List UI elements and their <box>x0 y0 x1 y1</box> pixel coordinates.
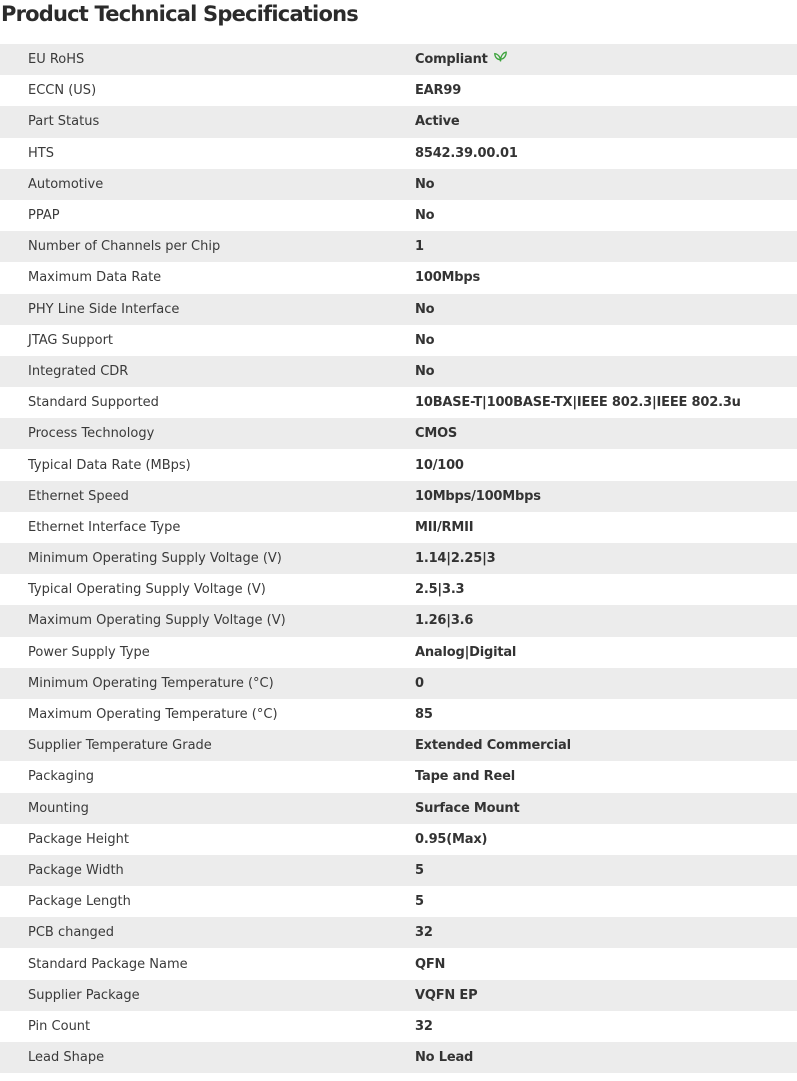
spec-label: Ethernet Speed <box>28 488 129 504</box>
spec-value: 10Mbps/100Mbps <box>415 488 541 504</box>
spec-value: 85 <box>415 707 433 723</box>
table-row <box>0 668 797 699</box>
spec-label: Ethernet Interface Type <box>28 519 181 535</box>
spec-label: Automotive <box>28 176 104 192</box>
spec-label: Maximum Data Rate <box>28 270 162 286</box>
spec-value: No <box>415 363 435 379</box>
spec-value: VQFN EP <box>415 987 478 1003</box>
spec-value: 10BASE-T|100BASE-TX|IEEE 802.3|IEEE 802.3u <box>415 395 741 411</box>
spec-label: Part Status <box>28 114 100 130</box>
spec-label: Lead Shape <box>28 1050 105 1066</box>
spec-label: Standard Package Name <box>28 956 188 972</box>
spec-label: Integrated CDR <box>28 363 129 379</box>
spec-value-cell <box>415 44 797 75</box>
table-row <box>0 44 797 75</box>
table-row <box>0 980 797 1011</box>
spec-value: Active <box>415 114 460 130</box>
table-row <box>0 169 797 200</box>
table-row <box>0 449 797 480</box>
spec-value: No <box>415 176 435 192</box>
spec-value: Extended Commercial <box>415 738 571 754</box>
spec-label: Package Width <box>28 862 124 878</box>
table-row <box>0 917 797 948</box>
spec-value: 8542.39.00.01 <box>415 145 518 161</box>
spec-value: No <box>415 332 435 348</box>
table-row <box>0 574 797 605</box>
spec-label: JTAG Support <box>28 332 114 348</box>
table-row <box>0 824 797 855</box>
table-row <box>0 200 797 231</box>
spec-value: Analog|Digital <box>415 644 517 660</box>
spec-label: Standard Supported <box>28 395 159 411</box>
spec-label: Supplier Temperature Grade <box>28 738 212 754</box>
spec-label: Minimum Operating Temperature (°C) <box>28 675 274 691</box>
table-row <box>0 699 797 730</box>
spec-value: 32 <box>415 925 433 941</box>
table-row <box>0 605 797 636</box>
spec-value: 32 <box>415 1018 433 1034</box>
table-row <box>0 855 797 886</box>
spec-value: EAR99 <box>415 83 462 99</box>
spec-value: 5 <box>415 862 424 878</box>
spec-label: Typical Data Rate (MBps) <box>28 457 191 473</box>
spec-label: Mounting <box>28 800 89 816</box>
table-row <box>0 325 797 356</box>
page-title: Product Technical Specifications <box>1 2 358 26</box>
spec-value: 1.26|3.6 <box>415 613 474 629</box>
table-row <box>0 1011 797 1042</box>
table-row <box>0 75 797 106</box>
leaf-icon <box>494 51 507 66</box>
spec-label: Typical Operating Supply Voltage (V) <box>28 582 266 598</box>
spec-value: Compliant <box>415 52 488 68</box>
table-row <box>0 948 797 979</box>
spec-label: Maximum Operating Temperature (°C) <box>28 707 278 723</box>
spec-value: 10/100 <box>415 457 464 473</box>
spec-label: Supplier Package <box>28 987 140 1003</box>
table-row <box>0 512 797 543</box>
spec-label: Pin Count <box>28 1018 91 1034</box>
spec-label: Package Height <box>28 831 129 847</box>
table-row <box>0 793 797 824</box>
spec-label: ECCN (US) <box>28 83 97 99</box>
spec-label: HTS <box>28 145 54 161</box>
table-row <box>0 543 797 574</box>
spec-label: Minimum Operating Supply Voltage (V) <box>28 551 282 567</box>
spec-label: PHY Line Side Interface <box>28 301 180 317</box>
spec-table <box>0 44 797 1073</box>
table-row <box>0 106 797 137</box>
table-row <box>0 637 797 668</box>
spec-value: 1 <box>415 239 424 255</box>
spec-value: 1.14|2.25|3 <box>415 551 496 567</box>
table-row <box>0 481 797 512</box>
spec-label: Package Length <box>28 894 131 910</box>
spec-value: MII/RMII <box>415 519 474 535</box>
spec-label: PCB changed <box>28 925 115 941</box>
table-row <box>0 262 797 293</box>
spec-value: No Lead <box>415 1050 474 1066</box>
spec-value: Surface Mount <box>415 800 520 816</box>
spec-value: 0 <box>415 675 424 691</box>
table-row <box>0 761 797 792</box>
table-row <box>0 1042 797 1073</box>
table-row <box>0 294 797 325</box>
spec-label: Power Supply Type <box>28 644 150 660</box>
spec-value: CMOS <box>415 426 458 442</box>
table-row <box>0 231 797 262</box>
table-row <box>0 730 797 761</box>
spec-label: Number of Channels per Chip <box>28 239 221 255</box>
spec-label: Packaging <box>28 769 94 785</box>
table-row <box>0 886 797 917</box>
spec-value: QFN <box>415 956 446 972</box>
spec-value: Tape and Reel <box>415 769 515 785</box>
spec-label: PPAP <box>28 208 60 224</box>
table-row <box>0 138 797 169</box>
table-row <box>0 387 797 418</box>
spec-value: 100Mbps <box>415 270 481 286</box>
spec-value: 0.95(Max) <box>415 831 488 847</box>
spec-value: No <box>415 301 435 317</box>
spec-label: EU RoHS <box>28 52 85 68</box>
table-row <box>0 356 797 387</box>
table-row <box>0 418 797 449</box>
spec-value: 2.5|3.3 <box>415 582 465 598</box>
spec-label: Maximum Operating Supply Voltage (V) <box>28 613 286 629</box>
spec-label: Process Technology <box>28 426 155 442</box>
spec-value: 5 <box>415 894 424 910</box>
spec-value: No <box>415 208 435 224</box>
